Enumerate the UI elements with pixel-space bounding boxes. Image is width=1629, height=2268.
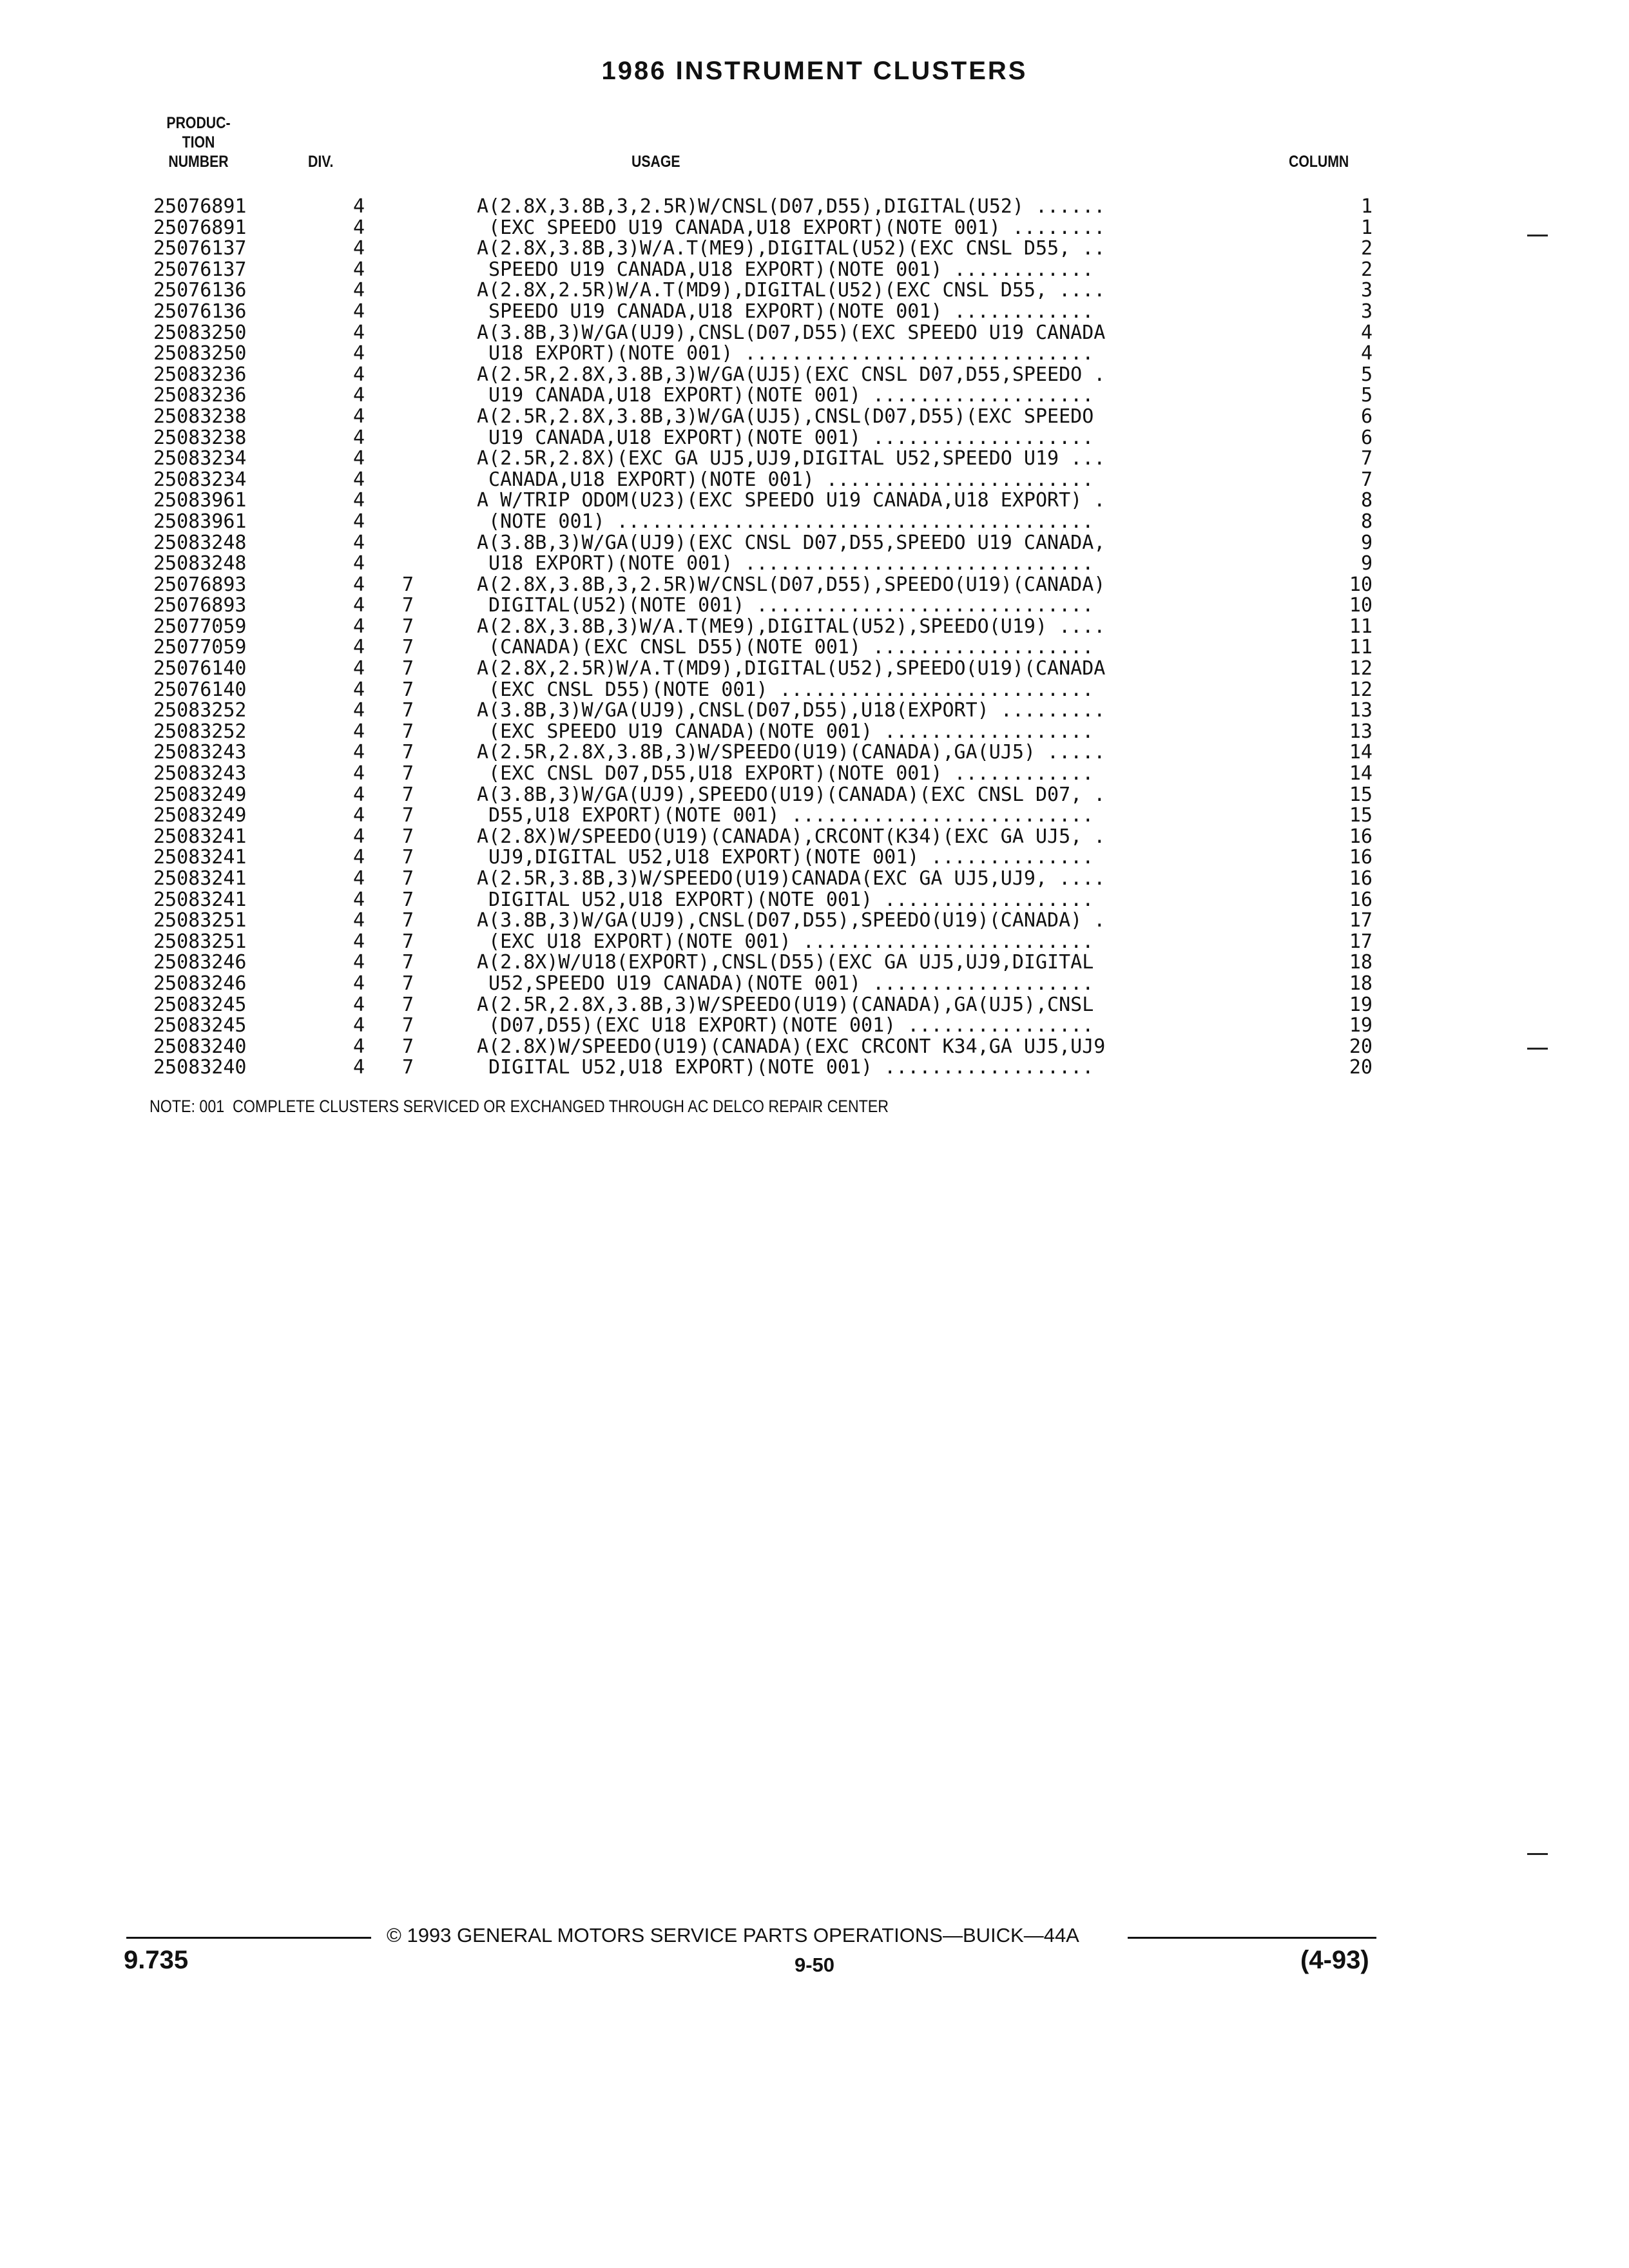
division-code: 4 bbox=[353, 678, 365, 701]
division-code: 4 bbox=[353, 300, 365, 323]
division-code-secondary: 7 bbox=[402, 573, 414, 596]
division-code: 4 bbox=[353, 909, 365, 932]
footnote: NOTE: 001 COMPLETE CLUSTERS SERVICED OR EXCHANGED THROUGH AC DELCO REPAIR CENTER bbox=[149, 1097, 889, 1116]
division-code: 4 bbox=[353, 342, 365, 365]
usage-text: A(2.5R,3.8B,3)W/SPEEDO(U19)CANADA(EXC GA UJ5,UJ9, .... bbox=[477, 867, 1106, 890]
production-number: 25083245 bbox=[153, 993, 247, 1016]
division-code-secondary: 7 bbox=[402, 657, 414, 680]
division-code: 4 bbox=[353, 993, 365, 1016]
column-number: 16 bbox=[1349, 825, 1373, 848]
column-number: 4 bbox=[1360, 321, 1373, 344]
usage-text: A W/TRIP ODOM(U23)(EXC SPEEDO U19 CANADA,U18 EXPORT) . bbox=[477, 489, 1106, 512]
division-code-secondary: 7 bbox=[402, 825, 414, 848]
division-code: 4 bbox=[353, 846, 365, 869]
production-number: 25076891 bbox=[153, 216, 247, 239]
production-number: 25083238 bbox=[153, 405, 247, 428]
division-code-secondary: 7 bbox=[402, 720, 414, 743]
column-number: 10 bbox=[1349, 594, 1373, 617]
header-production-number: PRODUC- TION NUMBER bbox=[166, 114, 231, 171]
production-number: 25076893 bbox=[153, 573, 247, 596]
column-number: 14 bbox=[1349, 741, 1373, 764]
usage-text: A(3.8B,3)W/GA(UJ9)(EXC CNSL D07,D55,SPEEDO U19 CANADA, bbox=[477, 531, 1106, 554]
usage-text: A(2.5R,2.8X,3.8B,3)W/GA(UJ5),CNSL(D07,D55)(EXC SPEEDO bbox=[477, 405, 1094, 428]
column-number: 8 bbox=[1360, 510, 1373, 533]
production-number: 25083241 bbox=[153, 846, 247, 869]
usage-text: A(2.8X)W/U18(EXPORT),CNSL(D55)(EXC GA UJ5,UJ9,DIGITAL bbox=[477, 951, 1094, 974]
usage-text: DIGITAL U52,U18 EXPORT)(NOTE 001) .................. bbox=[477, 888, 1094, 911]
division-code-secondary: 7 bbox=[402, 678, 414, 701]
production-number: 25076137 bbox=[153, 237, 247, 260]
usage-text: U19 CANADA,U18 EXPORT)(NOTE 001) ................... bbox=[477, 384, 1094, 407]
usage-text: D55,U18 EXPORT)(NOTE 001) .......................... bbox=[477, 804, 1094, 827]
production-number: 25083251 bbox=[153, 930, 247, 953]
production-number: 25083234 bbox=[153, 447, 247, 470]
division-code: 4 bbox=[353, 972, 365, 995]
usage-text: U18 EXPORT)(NOTE 001) .............................. bbox=[477, 552, 1094, 575]
column-number: 16 bbox=[1349, 867, 1373, 890]
usage-text: A(3.8B,3)W/GA(UJ9),CNSL(D07,D55),SPEEDO(U19)(CANADA) . bbox=[477, 909, 1106, 932]
column-number: 16 bbox=[1349, 888, 1373, 911]
column-number: 17 bbox=[1349, 909, 1373, 932]
division-code-secondary: 7 bbox=[402, 804, 414, 827]
division-code: 4 bbox=[353, 930, 365, 953]
usage-text: (NOTE 001) ......................................... bbox=[477, 510, 1094, 533]
division-code: 4 bbox=[353, 363, 365, 386]
usage-text: DIGITAL(U52)(NOTE 001) ............................. bbox=[477, 594, 1094, 617]
footer-rule-right bbox=[1128, 1937, 1376, 1939]
column-number: 13 bbox=[1349, 699, 1373, 722]
footer-copyright: © 1993 GENERAL MOTORS SERVICE PARTS OPERATIONS—BUICK—44A bbox=[387, 1924, 1079, 1946]
production-number: 25083240 bbox=[153, 1035, 247, 1058]
column-number: 2 bbox=[1360, 237, 1373, 260]
division-code: 4 bbox=[353, 867, 365, 890]
production-number: 25083245 bbox=[153, 1014, 247, 1037]
usage-text: A(2.5R,2.8X,3.8B,3)W/SPEEDO(U19)(CANADA),GA(UJ5) ..... bbox=[477, 741, 1106, 764]
column-number: 12 bbox=[1349, 678, 1373, 701]
usage-text: UJ9,DIGITAL U52,U18 EXPORT)(NOTE 001) .............. bbox=[477, 846, 1094, 869]
division-code-secondary: 7 bbox=[402, 867, 414, 890]
usage-text: (EXC CNSL D07,D55,U18 EXPORT)(NOTE 001) ............ bbox=[477, 762, 1094, 785]
division-code-secondary: 7 bbox=[402, 762, 414, 785]
production-number: 25083251 bbox=[153, 909, 247, 932]
column-number: 2 bbox=[1360, 258, 1373, 281]
column-number: 7 bbox=[1360, 468, 1373, 491]
division-code: 4 bbox=[353, 783, 365, 806]
column-number: 18 bbox=[1349, 972, 1373, 995]
production-number: 25083236 bbox=[153, 363, 247, 386]
column-number: 3 bbox=[1360, 300, 1373, 323]
usage-text: A(2.8X)W/SPEEDO(U19)(CANADA),CRCONT(K34)(EXC GA UJ5, . bbox=[477, 825, 1106, 848]
division-code-secondary: 7 bbox=[402, 930, 414, 953]
column-number: 13 bbox=[1349, 720, 1373, 743]
division-code: 4 bbox=[353, 384, 365, 407]
production-number: 25083241 bbox=[153, 867, 247, 890]
production-number: 25076140 bbox=[153, 678, 247, 701]
production-number: 25083248 bbox=[153, 531, 247, 554]
production-number: 25076891 bbox=[153, 195, 247, 218]
division-code-secondary: 7 bbox=[402, 699, 414, 722]
production-number: 25083238 bbox=[153, 426, 247, 449]
division-code: 4 bbox=[353, 657, 365, 680]
production-number: 25083241 bbox=[153, 825, 247, 848]
usage-text: A(2.5R,2.8X,3.8B,3)W/SPEEDO(U19)(CANADA),GA(UJ5),CNSL bbox=[477, 993, 1094, 1016]
production-number: 25083961 bbox=[153, 510, 247, 533]
production-number: 25083241 bbox=[153, 888, 247, 911]
column-number: 6 bbox=[1360, 405, 1373, 428]
division-code-secondary: 7 bbox=[402, 594, 414, 617]
division-code: 4 bbox=[353, 216, 365, 239]
column-number: 12 bbox=[1349, 657, 1373, 680]
header-column: COLUMN bbox=[1289, 153, 1349, 171]
margin-mark bbox=[1527, 1853, 1548, 1855]
usage-text: (D07,D55)(EXC U18 EXPORT)(NOTE 001) ................ bbox=[477, 1014, 1094, 1037]
column-number: 14 bbox=[1349, 762, 1373, 785]
production-number: 25083240 bbox=[153, 1056, 247, 1079]
production-number: 25083246 bbox=[153, 972, 247, 995]
production-number: 25083252 bbox=[153, 699, 247, 722]
production-number: 25077059 bbox=[153, 636, 247, 659]
column-number: 9 bbox=[1360, 531, 1373, 554]
production-number: 25076140 bbox=[153, 657, 247, 680]
division-code: 4 bbox=[353, 762, 365, 785]
usage-text: A(2.8X,2.5R)W/A.T(MD9),DIGITAL(U52)(EXC CNSL D55, .... bbox=[477, 279, 1106, 302]
division-code: 4 bbox=[353, 405, 365, 428]
usage-text: SPEEDO U19 CANADA,U18 EXPORT)(NOTE 001) ............ bbox=[477, 300, 1094, 323]
column-number: 4 bbox=[1360, 342, 1373, 365]
division-code: 4 bbox=[353, 741, 365, 764]
usage-text: CANADA,U18 EXPORT)(NOTE 001) ....................... bbox=[477, 468, 1094, 491]
usage-text: A(3.8B,3)W/GA(UJ9),SPEEDO(U19)(CANADA)(EXC CNSL D07, . bbox=[477, 783, 1106, 806]
usage-text: U18 EXPORT)(NOTE 001) .............................. bbox=[477, 342, 1094, 365]
production-number: 25083249 bbox=[153, 804, 247, 827]
column-number: 1 bbox=[1360, 195, 1373, 218]
division-code-secondary: 7 bbox=[402, 1014, 414, 1037]
division-code: 4 bbox=[353, 195, 365, 218]
usage-text: A(2.5R,2.8X,3.8B,3)W/GA(UJ5)(EXC CNSL D07,D55,SPEEDO . bbox=[477, 363, 1106, 386]
column-number: 15 bbox=[1349, 783, 1373, 806]
division-code: 4 bbox=[353, 1014, 365, 1037]
column-number: 6 bbox=[1360, 426, 1373, 449]
column-number: 19 bbox=[1349, 1014, 1373, 1037]
usage-text: SPEEDO U19 CANADA,U18 EXPORT)(NOTE 001) ............ bbox=[477, 258, 1094, 281]
production-number: 25083249 bbox=[153, 783, 247, 806]
usage-text: A(3.8B,3)W/GA(UJ9),CNSL(D07,D55)(EXC SPEEDO U19 CANADA bbox=[477, 321, 1106, 344]
column-number: 3 bbox=[1360, 279, 1373, 302]
usage-text: (EXC SPEEDO U19 CANADA,U18 EXPORT)(NOTE 001) ........ bbox=[477, 216, 1106, 239]
column-number: 15 bbox=[1349, 804, 1373, 827]
production-number: 25083248 bbox=[153, 552, 247, 575]
division-code: 4 bbox=[353, 237, 365, 260]
production-number: 25076136 bbox=[153, 279, 247, 302]
division-code: 4 bbox=[353, 804, 365, 827]
production-number: 25083252 bbox=[153, 720, 247, 743]
usage-text: A(2.8X,3.8B,3)W/A.T(ME9),DIGITAL(U52)(EXC CNSL D55, .. bbox=[477, 237, 1106, 260]
column-number: 7 bbox=[1360, 447, 1373, 470]
division-code: 4 bbox=[353, 552, 365, 575]
usage-text: A(2.5R,2.8X)(EXC GA UJ5,UJ9,DIGITAL U52,SPEEDO U19 ... bbox=[477, 447, 1106, 470]
division-code-secondary: 7 bbox=[402, 783, 414, 806]
division-code: 4 bbox=[353, 1035, 365, 1058]
division-code-secondary: 7 bbox=[402, 846, 414, 869]
column-number: 17 bbox=[1349, 930, 1373, 953]
usage-text: (EXC U18 EXPORT)(NOTE 001) ......................... bbox=[477, 930, 1094, 953]
division-code: 4 bbox=[353, 489, 365, 512]
margin-mark bbox=[1527, 1048, 1548, 1050]
usage-text: DIGITAL U52,U18 EXPORT)(NOTE 001) .................. bbox=[477, 1056, 1094, 1079]
page-title: 1986 INSTRUMENT CLUSTERS bbox=[601, 57, 1028, 85]
usage-text: A(2.8X)W/SPEEDO(U19)(CANADA)(EXC CRCONT K34,GA UJ5,UJ9 bbox=[477, 1035, 1106, 1058]
footer-rule-left bbox=[126, 1937, 371, 1939]
division-code-secondary: 7 bbox=[402, 741, 414, 764]
margin-mark bbox=[1527, 235, 1548, 236]
column-number: 5 bbox=[1360, 384, 1373, 407]
division-code: 4 bbox=[353, 573, 365, 596]
usage-text: A(2.8X,3.8B,3)W/A.T(ME9),DIGITAL(U52),SPEEDO(U19) .... bbox=[477, 615, 1106, 638]
division-code: 4 bbox=[353, 321, 365, 344]
usage-text: (EXC SPEEDO U19 CANADA)(NOTE 001) .................. bbox=[477, 720, 1094, 743]
division-code: 4 bbox=[353, 426, 365, 449]
column-number: 1 bbox=[1360, 216, 1373, 239]
usage-text: A(2.8X,2.5R)W/A.T(MD9),DIGITAL(U52),SPEEDO(U19)(CANADA bbox=[477, 657, 1106, 680]
production-number: 25076137 bbox=[153, 258, 247, 281]
production-number: 25076893 bbox=[153, 594, 247, 617]
production-number: 25083243 bbox=[153, 762, 247, 785]
division-code: 4 bbox=[353, 825, 365, 848]
header-usage: USAGE bbox=[631, 153, 680, 171]
division-code: 4 bbox=[353, 1056, 365, 1079]
production-number: 25083250 bbox=[153, 342, 247, 365]
division-code: 4 bbox=[353, 510, 365, 533]
division-code: 4 bbox=[353, 279, 365, 302]
division-code-secondary: 7 bbox=[402, 1035, 414, 1058]
column-number: 10 bbox=[1349, 573, 1373, 596]
production-number: 25076136 bbox=[153, 300, 247, 323]
division-code-secondary: 7 bbox=[402, 615, 414, 638]
usage-text: A(2.8X,3.8B,3,2.5R)W/CNSL(D07,D55),SPEEDO(U19)(CANADA) bbox=[477, 573, 1106, 596]
division-code-secondary: 7 bbox=[402, 951, 414, 974]
column-number: 19 bbox=[1349, 993, 1373, 1016]
production-number: 25077059 bbox=[153, 615, 247, 638]
division-code-secondary: 7 bbox=[402, 993, 414, 1016]
usage-text: (CANADA)(EXC CNSL D55)(NOTE 001) ................... bbox=[477, 636, 1094, 659]
division-code-secondary: 7 bbox=[402, 888, 414, 911]
division-code: 4 bbox=[353, 468, 365, 491]
column-number: 11 bbox=[1349, 615, 1373, 638]
production-number: 25083246 bbox=[153, 951, 247, 974]
column-number: 18 bbox=[1349, 951, 1373, 974]
production-number: 25083961 bbox=[153, 489, 247, 512]
division-code: 4 bbox=[353, 594, 365, 617]
column-number: 9 bbox=[1360, 552, 1373, 575]
header-div: DIV. bbox=[308, 153, 334, 171]
division-code: 4 bbox=[353, 951, 365, 974]
production-number: 25083236 bbox=[153, 384, 247, 407]
usage-text: U52,SPEEDO U19 CANADA)(NOTE 001) ................... bbox=[477, 972, 1094, 995]
division-code: 4 bbox=[353, 720, 365, 743]
usage-text: A(2.8X,3.8B,3,2.5R)W/CNSL(D07,D55),DIGITAL(U52) ...... bbox=[477, 195, 1106, 218]
usage-text: U19 CANADA,U18 EXPORT)(NOTE 001) ................... bbox=[477, 426, 1094, 449]
column-number: 20 bbox=[1349, 1035, 1373, 1058]
footer-date-code: (4-93) bbox=[1300, 1946, 1369, 1974]
production-number: 25083243 bbox=[153, 741, 247, 764]
column-number: 16 bbox=[1349, 846, 1373, 869]
division-code: 4 bbox=[353, 636, 365, 659]
usage-text: (EXC CNSL D55)(NOTE 001) ........................... bbox=[477, 678, 1094, 701]
column-number: 11 bbox=[1349, 636, 1373, 659]
production-number: 25083250 bbox=[153, 321, 247, 344]
column-number: 5 bbox=[1360, 363, 1373, 386]
usage-text: A(3.8B,3)W/GA(UJ9),CNSL(D07,D55),U18(EXPORT) ......... bbox=[477, 699, 1106, 722]
division-code: 4 bbox=[353, 258, 365, 281]
division-code-secondary: 7 bbox=[402, 636, 414, 659]
production-number: 25083234 bbox=[153, 468, 247, 491]
footer-section-number: 9.735 bbox=[124, 1946, 189, 1974]
division-code-secondary: 7 bbox=[402, 909, 414, 932]
footer-page-number: 9-50 bbox=[794, 1954, 835, 1976]
division-code-secondary: 7 bbox=[402, 1056, 414, 1079]
column-number: 8 bbox=[1360, 489, 1373, 512]
division-code: 4 bbox=[353, 531, 365, 554]
division-code: 4 bbox=[353, 615, 365, 638]
division-code: 4 bbox=[353, 888, 365, 911]
division-code-secondary: 7 bbox=[402, 972, 414, 995]
division-code: 4 bbox=[353, 699, 365, 722]
column-number: 20 bbox=[1349, 1056, 1373, 1079]
division-code: 4 bbox=[353, 447, 365, 470]
